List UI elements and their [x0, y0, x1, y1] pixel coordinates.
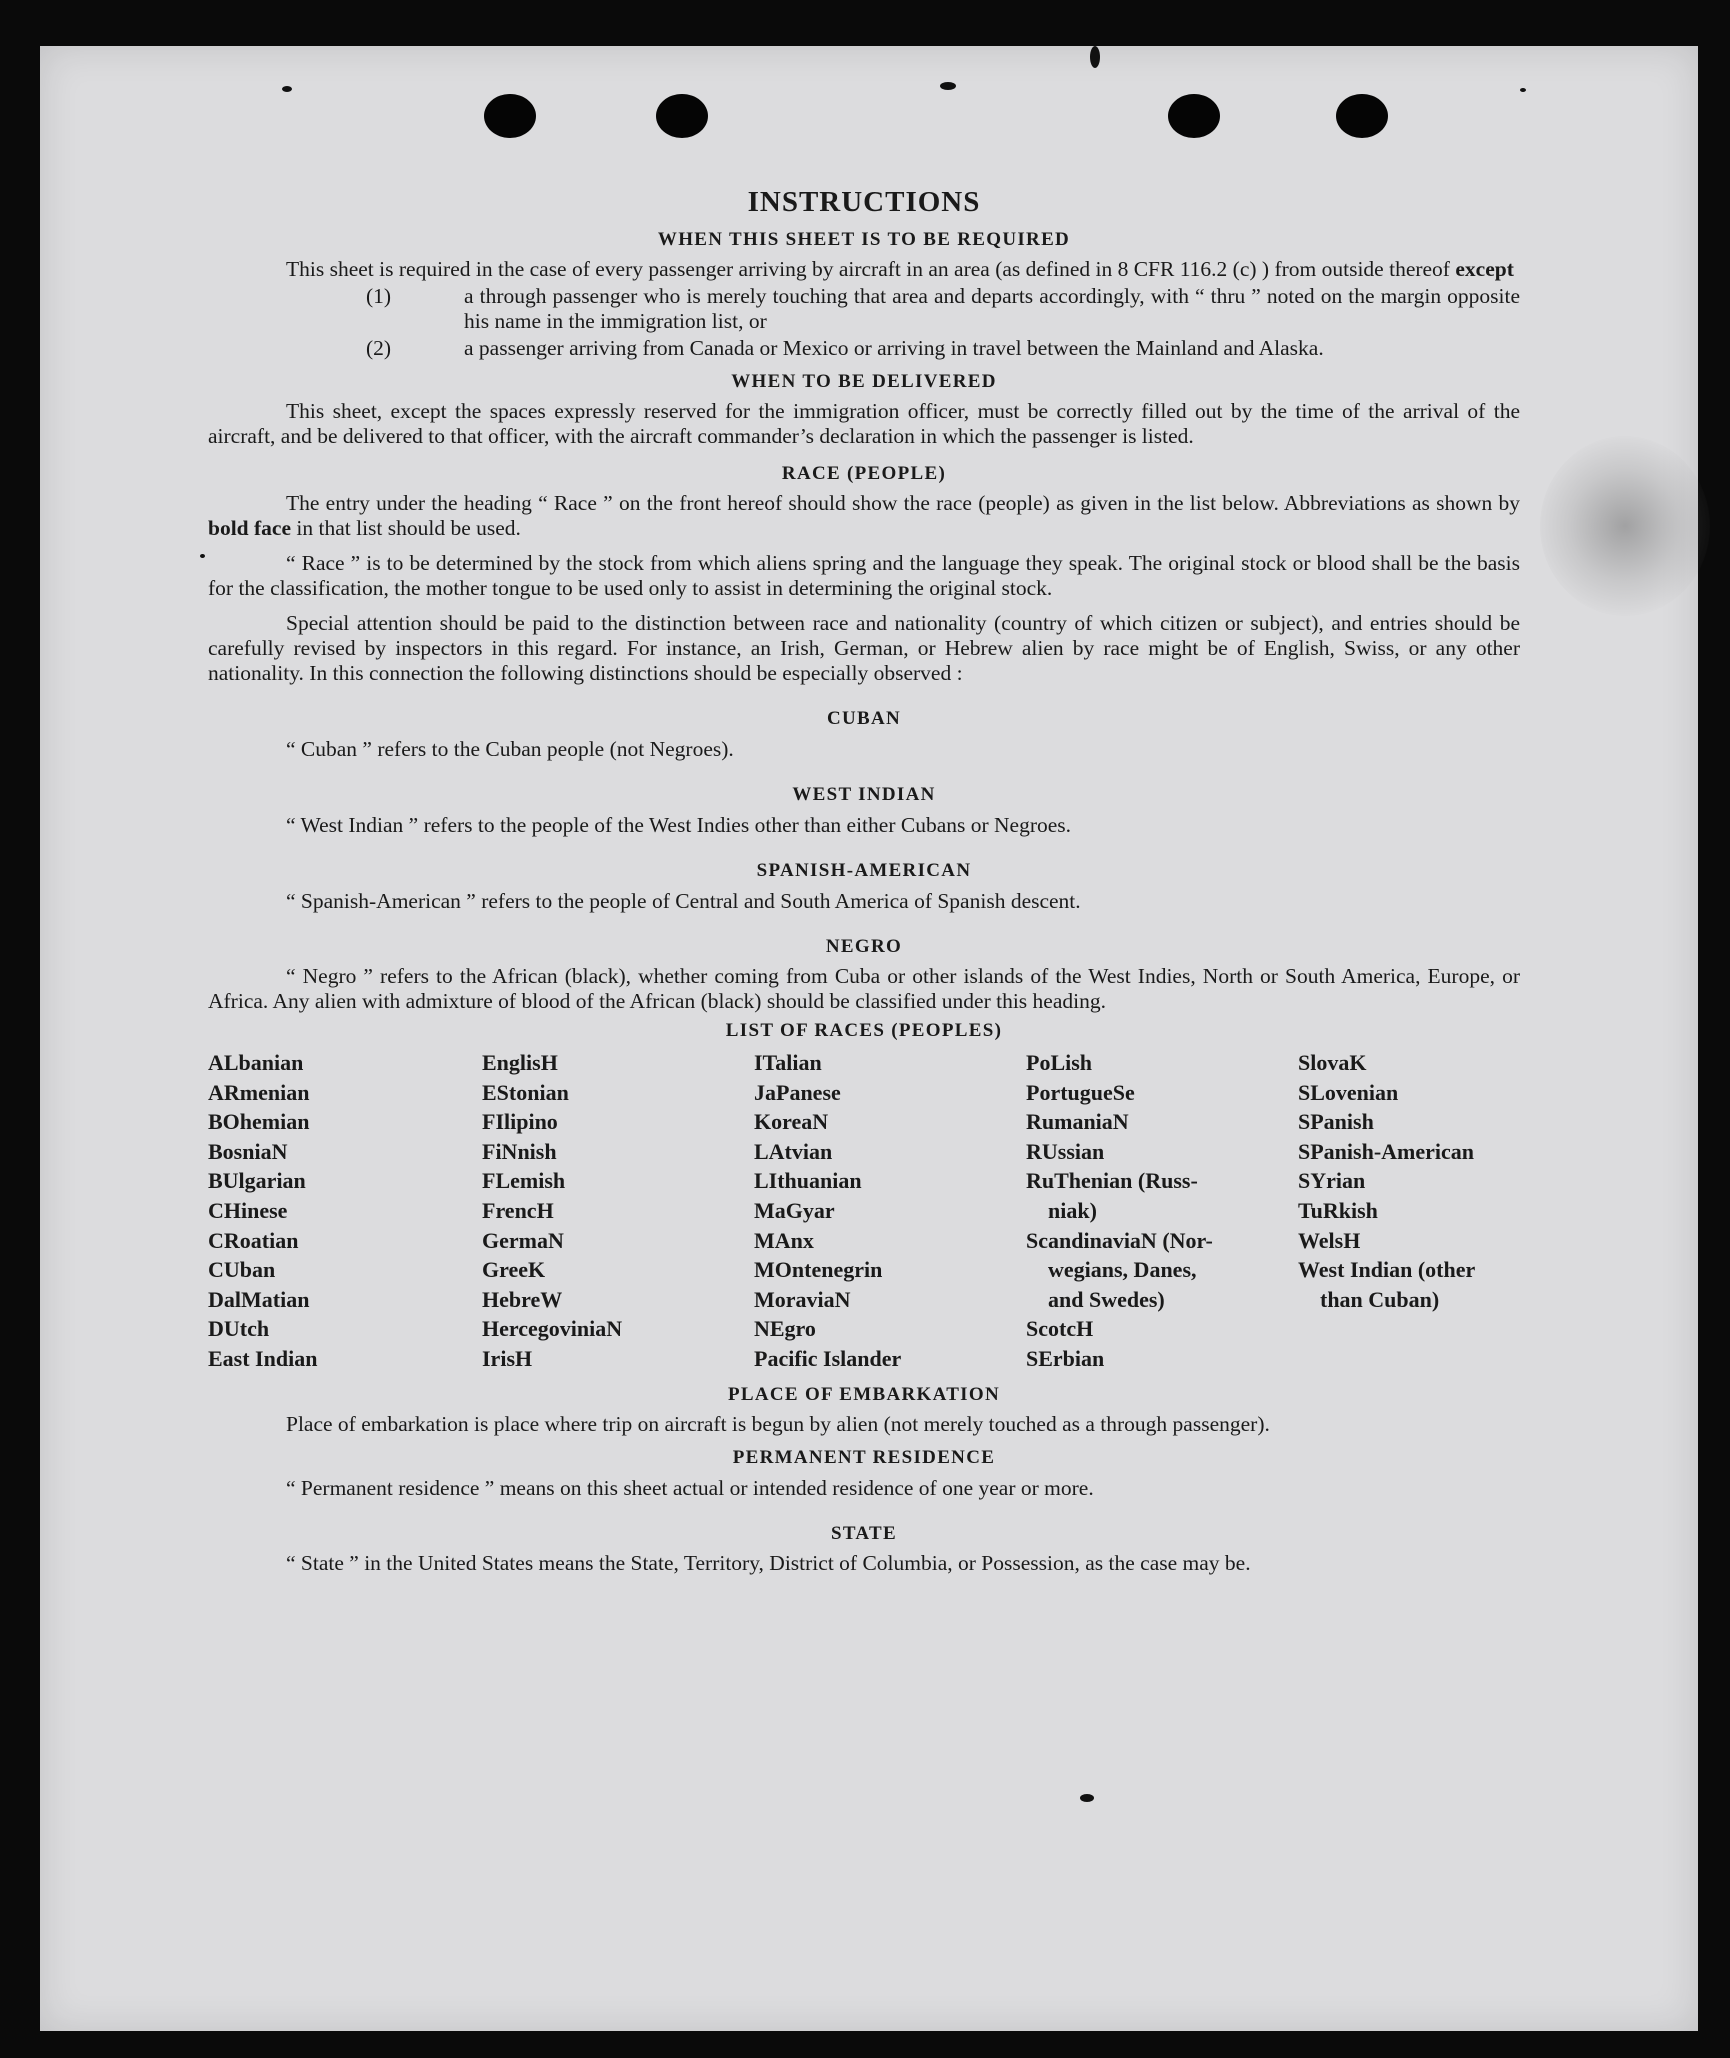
race-entry-continued: niak) — [1048, 1197, 1097, 1223]
speck-mark — [282, 86, 292, 92]
race-entry: East Indian — [208, 1345, 318, 1371]
race-p1-text-b: in that list should be used. — [296, 516, 521, 540]
delivered-text: This sheet, except the spaces expressly reserved for the immigration officer, must be correctly filled out by the time of the arrival of the aircraft, and be delivered to that officer, with the aircraft commander’s declaration in which the passenger is listed. — [208, 399, 1520, 448]
race-entry: BOhemian — [208, 1109, 310, 1135]
race-entry-continued: than Cuban) — [1320, 1286, 1440, 1312]
required-item — [208, 284, 1520, 334]
required-intro — [208, 257, 1520, 282]
races-column-1 — [208, 1048, 482, 1374]
race-entry: FLemish — [482, 1168, 566, 1194]
race-entry: SlovaK — [1298, 1050, 1367, 1075]
race-entry: ITalian — [754, 1050, 822, 1075]
race-entry: JaPanese — [754, 1079, 841, 1105]
race-entry: IrisH — [482, 1345, 533, 1371]
section-heading-race: RACE (PEOPLE) — [781, 463, 947, 484]
race-entry: HebreW — [482, 1286, 563, 1312]
races-list — [208, 1048, 1520, 1374]
race-entry: SErbian — [1026, 1345, 1105, 1371]
punch-hole — [656, 94, 708, 138]
race-entry: NEgro — [754, 1316, 816, 1342]
punch-hole — [1168, 94, 1220, 138]
section-heading-spanish-american: SPANISH-AMERICAN — [756, 860, 972, 881]
section-heading-required: WHEN THIS SHEET IS TO BE REQUIRED — [657, 229, 1071, 250]
race-entry: ARmenian — [208, 1079, 310, 1105]
required-item-text: a passenger arriving from Canada or Mexico or arriving in travel between the Mainland and Alaska. — [464, 336, 1324, 360]
embarkation-text: Place of embarkation is place where trip on aircraft is begun by alien (not merely touched as a through passenger). — [286, 1411, 1270, 1436]
punch-hole — [1336, 94, 1388, 138]
race-entry: SLovenian — [1298, 1079, 1399, 1105]
race-entry: CUban — [208, 1257, 276, 1283]
race-entry: PoLish — [1026, 1050, 1093, 1075]
race-entry: FIlipino — [482, 1109, 558, 1135]
race-entry: Pacific Islander — [754, 1345, 902, 1371]
speck-mark — [1090, 46, 1100, 68]
required-intro-text: This sheet is required in the case of every passenger arriving by aircraft in an area (as defined in 8 CFR 116.2 (c) ) from outside thereof — [286, 257, 1450, 281]
speck-mark — [1080, 1794, 1094, 1802]
speck-mark — [940, 82, 956, 90]
page-title: INSTRUCTIONS — [747, 186, 981, 218]
section-heading-delivered: WHEN TO BE DELIVERED — [731, 371, 997, 392]
race-entry: WelsH — [1298, 1227, 1361, 1253]
race-entry: ScandinaviaN (Nor- — [1026, 1227, 1213, 1253]
instructions-content — [208, 186, 1520, 1576]
race-entry: EnglisH — [482, 1050, 558, 1075]
required-item — [208, 336, 1520, 361]
race-entry: EStonian — [482, 1079, 569, 1105]
race-entry: MaGyar — [754, 1197, 835, 1223]
race-entry: MOntenegrin — [754, 1257, 883, 1283]
race-entry: CRoatian — [208, 1227, 299, 1253]
races-column-4 — [1026, 1048, 1298, 1374]
race-entry: PortugueSe — [1026, 1079, 1135, 1105]
race-p1-bold: bold face — [208, 516, 292, 540]
spanish-american-text: “ Spanish-American ” refers to the people of Central and South America of Spanish descent. — [286, 889, 1081, 913]
race-entry: HercegoviniaN — [482, 1316, 623, 1342]
state-text: “ State ” in the United States means the State, Territory, District of Columbia, or Possession, as the case may be. — [286, 1550, 1251, 1575]
required-item-number: (1) — [366, 284, 392, 308]
race-entry: GermaN — [482, 1227, 564, 1253]
section-heading-embarkation: PLACE OF EMBARKATION — [728, 1383, 1000, 1405]
required-intro-bold: except — [1455, 257, 1514, 281]
race-entry: West Indian (other — [1298, 1257, 1476, 1283]
race-entry: SYrian — [1298, 1168, 1366, 1194]
required-item-text: a through passenger who is merely touching that area and departs accordingly, with “ thru ” noted on the margin opposite his name in the immigration list, or — [464, 284, 1520, 333]
race-entry: DalMatian — [208, 1286, 310, 1312]
race-entry: RumaniaN — [1026, 1109, 1129, 1135]
race-entry: RUssian — [1026, 1138, 1105, 1164]
punch-hole — [484, 94, 536, 138]
negro-text: “ Negro ” refers to the African (black), whether coming from Cuba or other islands of the West Indies, North or South America, Europe, or Africa. Any alien with admixture of blood of the African (black) should be classified under this heading. — [208, 964, 1520, 1013]
race-paragraph-1 — [208, 491, 1520, 541]
race-entry: RuThenian (Russ- — [1026, 1168, 1198, 1194]
race-entry: BUlgarian — [208, 1168, 306, 1194]
race-entry: MoraviaN — [754, 1286, 851, 1312]
required-item-number: (2) — [366, 336, 392, 360]
race-entry-continued: and Swedes) — [1048, 1286, 1165, 1312]
race-entry: FiNnish — [482, 1138, 557, 1164]
speck-mark — [1520, 88, 1526, 92]
race-entry: MAnx — [754, 1227, 814, 1253]
residence-text: “ Permanent residence ” means on this sheet actual or intended residence of one year or more. — [286, 1475, 1094, 1500]
race-entry: DUtch — [208, 1316, 270, 1342]
race-entry: TuRkish — [1298, 1197, 1378, 1223]
race-entry-continued: wegians, Danes, — [1048, 1257, 1197, 1283]
races-column-2 — [482, 1048, 754, 1374]
cuban-text: “ Cuban ” refers to the Cuban people (not Negroes). — [286, 737, 734, 761]
race-entry: SPanish — [1298, 1109, 1374, 1135]
section-heading-negro: NEGRO — [825, 936, 903, 957]
section-heading-cuban: CUBAN — [826, 708, 902, 729]
races-column-3 — [754, 1048, 1026, 1374]
race-entry: ALbanian — [208, 1050, 304, 1075]
race-paragraph-2: “ Race ” is to be determined by the stock from which aliens spring and the language they speak. The original stock or blood shall be the basis for the classification, the mother tongue to be used only to assist in determining the original stock. — [208, 551, 1520, 600]
race-entry: LAtvian — [754, 1138, 833, 1164]
speck-mark — [200, 554, 205, 558]
race-entry: LIthuanian — [754, 1168, 862, 1194]
west-indian-text: “ West Indian ” refers to the people of the West Indies other than either Cubans or Negroes. — [286, 813, 1072, 837]
race-entry: SPanish-American — [1298, 1138, 1474, 1164]
race-entry: ScotcH — [1026, 1316, 1094, 1342]
race-entry: FrencH — [482, 1197, 554, 1223]
race-entry: GreeK — [482, 1257, 546, 1283]
section-heading-west-indian: WEST INDIAN — [792, 784, 936, 805]
race-entry: KoreaN — [754, 1109, 829, 1135]
race-p1-text-a: The entry under the heading “ Race ” on the front hereof should show the race (people) as given in the list below. Abbreviations as shown by — [286, 491, 1520, 515]
section-heading-residence: PERMANENT RESIDENCE — [732, 1446, 996, 1468]
stain-mark — [1540, 436, 1710, 616]
list-of-races-heading: LIST OF RACES (PEOPLES) — [725, 1020, 1003, 1041]
race-entry: CHinese — [208, 1197, 288, 1223]
race-entry: BosniaN — [208, 1138, 288, 1164]
races-column-5 — [1298, 1048, 1520, 1374]
section-heading-state: STATE — [831, 1522, 897, 1544]
race-paragraph-3: Special attention should be paid to the distinction between race and nationality (country of which citizen or subject), and entries should be carefully revised by inspectors in this regard. For instance, an Irish, German, or Hebrew alien by race might be of English, Swiss, or any other nationality. In this connection the following distinctions should be especially observed : — [208, 611, 1520, 685]
